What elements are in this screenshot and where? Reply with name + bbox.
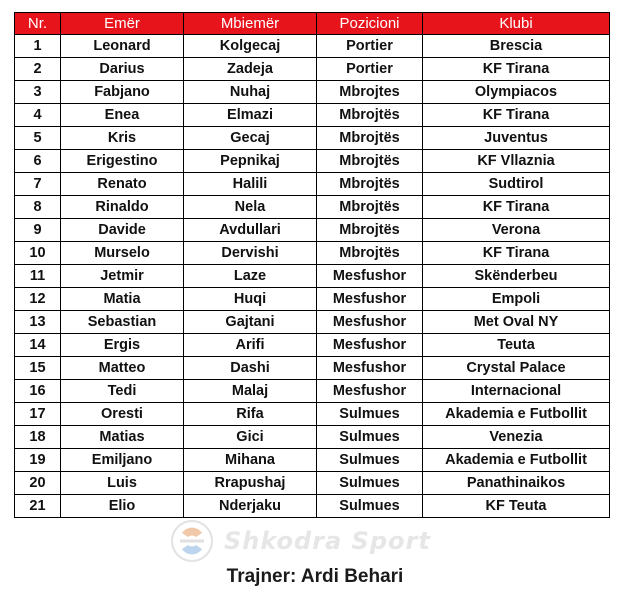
- cell-nr: 14: [15, 334, 61, 357]
- cell-name: Emiljano: [61, 449, 184, 472]
- cell-nr: 11: [15, 265, 61, 288]
- table-row: [15, 127, 610, 150]
- cell-name: Leonard: [61, 35, 184, 58]
- table-row: [15, 150, 610, 173]
- cell-nr: 3: [15, 81, 61, 104]
- cell-surname: Dervishi: [184, 242, 317, 265]
- cell-position: Mbrojtës: [317, 242, 423, 265]
- cell-position: Mbrojtës: [317, 127, 423, 150]
- table-row: [15, 311, 610, 334]
- cell-nr: 9: [15, 219, 61, 242]
- table-row: [15, 449, 610, 472]
- cell-surname: Dashi: [184, 357, 317, 380]
- cell-name: Rinaldo: [61, 196, 184, 219]
- table-row: [15, 288, 610, 311]
- cell-surname: Arifi: [184, 334, 317, 357]
- table-row: [15, 265, 610, 288]
- cell-name: Enea: [61, 104, 184, 127]
- cell-club: Olympiacos: [423, 81, 610, 104]
- table-row: [15, 472, 610, 495]
- header-position: Pozicioni: [317, 13, 423, 35]
- cell-name: Renato: [61, 173, 184, 196]
- cell-nr: 1: [15, 35, 61, 58]
- cell-position: Mbrojtës: [317, 219, 423, 242]
- table-row: [15, 242, 610, 265]
- cell-name: Luis: [61, 472, 184, 495]
- cell-surname: Malaj: [184, 380, 317, 403]
- cell-nr: 4: [15, 104, 61, 127]
- cell-name: Davide: [61, 219, 184, 242]
- cell-nr: 6: [15, 150, 61, 173]
- cell-surname: Nderjaku: [184, 495, 317, 518]
- cell-position: Portier: [317, 35, 423, 58]
- cell-surname: Gici: [184, 426, 317, 449]
- cell-position: Sulmues: [317, 495, 423, 518]
- watermark: [170, 518, 470, 564]
- cell-name: Oresti: [61, 403, 184, 426]
- table-row: [15, 380, 610, 403]
- cell-position: Mesfushor: [317, 311, 423, 334]
- cell-club: KF Teuta: [423, 495, 610, 518]
- cell-nr: 12: [15, 288, 61, 311]
- watermark-text: Shkodra Sport: [224, 527, 431, 555]
- table-row: [15, 81, 610, 104]
- cell-surname: Elmazi: [184, 104, 317, 127]
- cell-name: Fabjano: [61, 81, 184, 104]
- table-row: [15, 35, 610, 58]
- cell-nr: 2: [15, 58, 61, 81]
- cell-surname: Pepnikaj: [184, 150, 317, 173]
- cell-nr: 7: [15, 173, 61, 196]
- cell-club: KF Tirana: [423, 196, 610, 219]
- cell-position: Mbrojtës: [317, 196, 423, 219]
- cell-position: Portier: [317, 58, 423, 81]
- header-club: Klubi: [423, 13, 610, 35]
- cell-position: Sulmues: [317, 426, 423, 449]
- cell-position: Mesfushor: [317, 288, 423, 311]
- cell-position: Sulmues: [317, 403, 423, 426]
- cell-club: KF Tirana: [423, 104, 610, 127]
- cell-club: Venezia: [423, 426, 610, 449]
- cell-position: Mbrojtës: [317, 104, 423, 127]
- cell-name: Matias: [61, 426, 184, 449]
- cell-nr: 21: [15, 495, 61, 518]
- cell-club: Teuta: [423, 334, 610, 357]
- cell-name: Ergis: [61, 334, 184, 357]
- table-row: [15, 357, 610, 380]
- table-row: [15, 196, 610, 219]
- cell-position: Mesfushor: [317, 334, 423, 357]
- cell-club: Empoli: [423, 288, 610, 311]
- table-row: [15, 104, 610, 127]
- cell-club: Akademia e Futbollit: [423, 449, 610, 472]
- table-row: [15, 173, 610, 196]
- table-row: [15, 58, 610, 81]
- cell-club: KF Tirana: [423, 242, 610, 265]
- cell-nr: 13: [15, 311, 61, 334]
- cell-club: Verona: [423, 219, 610, 242]
- table-header-row: [15, 13, 610, 35]
- cell-nr: 19: [15, 449, 61, 472]
- cell-name: Elio: [61, 495, 184, 518]
- cell-name: Murselo: [61, 242, 184, 265]
- cell-club: Crystal Palace: [423, 357, 610, 380]
- cell-position: Mesfushor: [317, 357, 423, 380]
- squad-table: [14, 12, 610, 518]
- cell-position: Mbrojtës: [317, 150, 423, 173]
- table-row: [15, 219, 610, 242]
- cell-nr: 16: [15, 380, 61, 403]
- table-body: [15, 35, 610, 518]
- cell-club: Skënderbeu: [423, 265, 610, 288]
- coach-label: Trajner: Ardi Behari: [226, 566, 404, 587]
- cell-surname: Mihana: [184, 449, 317, 472]
- table-row: [15, 334, 610, 357]
- cell-club: Panathinaikos: [423, 472, 610, 495]
- cell-club: Brescia: [423, 35, 610, 58]
- cell-surname: Gecaj: [184, 127, 317, 150]
- cell-surname: Rrapushaj: [184, 472, 317, 495]
- cell-name: Sebastian: [61, 311, 184, 334]
- cell-position: Mbrojtes: [317, 81, 423, 104]
- cell-surname: Nuhaj: [184, 81, 317, 104]
- header-surname: Mbiemër: [184, 13, 317, 35]
- cell-surname: Avdullari: [184, 219, 317, 242]
- cell-position: Mbrojtës: [317, 173, 423, 196]
- cell-club: Akademia e Futbollit: [423, 403, 610, 426]
- cell-surname: Nela: [184, 196, 317, 219]
- cell-club: Sudtirol: [423, 173, 610, 196]
- cell-name: Kris: [61, 127, 184, 150]
- table-row: [15, 426, 610, 449]
- cell-name: Matteo: [61, 357, 184, 380]
- cell-name: Tedi: [61, 380, 184, 403]
- shkodra-sport-logo-icon: [170, 519, 214, 563]
- cell-surname: Zadeja: [184, 58, 317, 81]
- cell-name: Erigestino: [61, 150, 184, 173]
- cell-surname: Huqi: [184, 288, 317, 311]
- cell-name: Darius: [61, 58, 184, 81]
- cell-position: Sulmues: [317, 449, 423, 472]
- cell-surname: Kolgecaj: [184, 35, 317, 58]
- cell-surname: Rifa: [184, 403, 317, 426]
- table-row: [15, 495, 610, 518]
- cell-surname: Halili: [184, 173, 317, 196]
- cell-nr: 18: [15, 426, 61, 449]
- header-nr: Nr.: [15, 13, 61, 35]
- cell-name: Jetmir: [61, 265, 184, 288]
- cell-nr: 10: [15, 242, 61, 265]
- cell-club: Met Oval NY: [423, 311, 610, 334]
- cell-nr: 5: [15, 127, 61, 150]
- cell-club: Juventus: [423, 127, 610, 150]
- cell-club: KF Vllaznia: [423, 150, 610, 173]
- cell-position: Mesfushor: [317, 380, 423, 403]
- table-row: [15, 403, 610, 426]
- cell-club: KF Tirana: [423, 58, 610, 81]
- cell-nr: 17: [15, 403, 61, 426]
- cell-nr: 8: [15, 196, 61, 219]
- cell-position: Mesfushor: [317, 265, 423, 288]
- cell-club: Internacional: [423, 380, 610, 403]
- cell-nr: 20: [15, 472, 61, 495]
- cell-surname: Laze: [184, 265, 317, 288]
- cell-name: Matia: [61, 288, 184, 311]
- header-name: Emër: [61, 13, 184, 35]
- cell-position: Sulmues: [317, 472, 423, 495]
- cell-surname: Gajtani: [184, 311, 317, 334]
- cell-nr: 15: [15, 357, 61, 380]
